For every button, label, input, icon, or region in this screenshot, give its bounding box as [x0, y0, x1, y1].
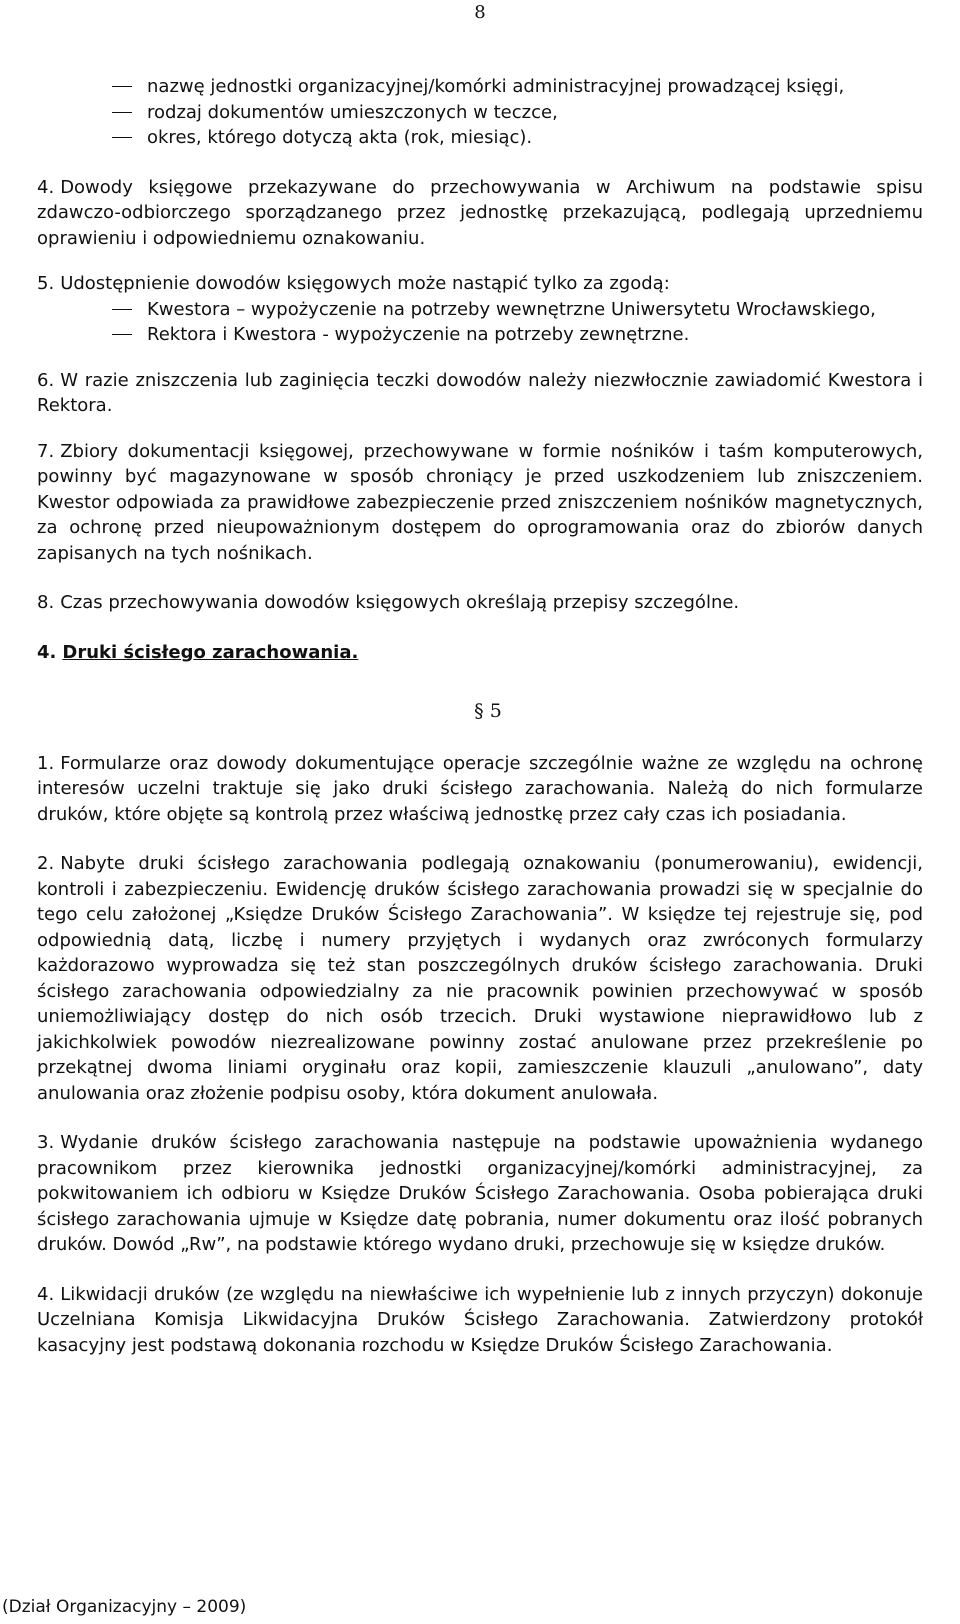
dash-bullet	[112, 334, 132, 335]
section-paragraph-4	[37, 1282, 923, 1359]
list-item	[37, 100, 923, 126]
paragraph-text: Czas przechowywania dowodów księgowych określają przepisy szczególne.	[60, 592, 740, 613]
paragraph-number: 2.	[37, 853, 55, 874]
paragraph-text: Wydanie druków ścisłego zarachowania następuje na podstawie upoważnienia wydanego pracownikom przez kierownika jednostki organizacyjnej/komórki administracyjnej, za pokwitowaniem ich odbioru w Księdze Druków Ścisłego Zarachowania. Osoba pobierająca druki ścisłego zarachowania ujmuje w Księdze datę pobrania, numer dokumentu oraz ilość pobranych druków. Dowód „Rw”, na podstawie którego wydano druki, przechowuje się w księdze druków.	[37, 1132, 923, 1255]
paragraph-text: Zbiory dokumentacji księgowej, przechowywane w formie nośników i taśm komputerowych, powinny być magazynowane w sposób chroniący je przed uszkodzeniem lub zniszczeniem. Kwestor odpowiada za prawidłowe zabezpieczenie przed zniszczeniem nośników magnetycznych, za ochronę przed nieupoważnionym dostępem do oprogramowania oraz do zbiorów danych zapisanych na tych nośnikach.	[37, 440, 923, 564]
paragraph-5-sublist	[37, 297, 923, 348]
paragraph-text: W razie zniszczenia lub zaginięcia teczki dowodów należy niezwłocznie zawiadomić Kwestora i Rektora.	[37, 369, 923, 416]
paragraph-text: Udostępnienie dowodów księgowych może nastąpić tylko za zgodą:	[60, 273, 670, 294]
list-item	[37, 74, 923, 100]
paragraph-number: 8.	[37, 592, 55, 613]
paragraph-text: Nabyte druki ścisłego zarachowania podlegają oznakowaniu (ponumerowaniu), ewidencji, kontroli i zabezpieczeniu. Ewidencję druków ścisłego zarachowania prowadzi się w specjalnie do tego celu założonej „Księdze Druków Ścisłego Zarachowania”. W księdze tej rejestruje się, pod odpowiednią datą, liczbę i numery przyjętych i wydanych oraz zwróconych formularzy każdorazowo wyprowadza się też stan poszczególnych druków ścisłego zarachowania. Druki ścisłego zarachowania odpowiedzialny za nie pracownik powinien przechowywać w sposób uniemożliwiający dostęp do nich osób trzecich. Druki wystawione nieprawidłowo lub z jakichkolwiek powodów niezrealizowane powinny zostać anulowane przez przekreślenie po przekątnej dwoma liniami oryginału oraz kopii, zamieszczenie klauzuli „anulowano”, daty anulowania oraz złożenie podpisu osoby, która dokument anulowała.	[37, 853, 923, 1104]
section-number: 4.	[37, 641, 57, 663]
section-paragraph-2	[37, 851, 923, 1106]
page-footer: (Dział Organizacyjny – 2009)	[2, 1597, 247, 1617]
page-number: 8	[474, 2, 486, 23]
paragraph-8	[37, 590, 923, 616]
section-paragraph-3	[37, 1130, 923, 1258]
paragraph-number: 4.	[37, 176, 55, 198]
paragraph-number: 3.	[37, 1132, 55, 1153]
paragraph-4	[37, 175, 923, 252]
list-item-text: rodzaj dokumentów umieszczonych w teczce,	[147, 101, 558, 123]
list-item	[37, 322, 923, 348]
list-item	[37, 125, 923, 151]
dash-bullet	[112, 137, 132, 138]
paragraph-text: Dowody księgowe przekazywane do przechowywania w Archiwum na podstawie spisu zdawczo-odbiorczego sporządzanego przez jednostkę przekazującą, podlegają uprzedniemu oprawieniu i odpowiedniemu oznakowaniu.	[37, 176, 923, 249]
paragraph-number: 6.	[37, 369, 55, 391]
dash-bullet	[112, 112, 132, 113]
paragraph-sign: § 5	[474, 700, 502, 722]
section-paragraph-1	[37, 751, 923, 828]
paragraph-number: 1.	[37, 752, 55, 774]
section-title: Druki ścisłego zarachowania.	[62, 641, 359, 663]
list-item-text: nazwę jednostki organizacyjnej/komórki administracyjnej prowadzącej księgi,	[147, 76, 845, 97]
list-item-text: Kwestora – wypożyczenie na potrzeby wewnętrzne Uniwersytetu Wrocławskiego,	[147, 298, 876, 320]
list-item-text: okres, którego dotyczą akta (rok, miesiąc).	[147, 127, 533, 148]
section-heading	[37, 640, 923, 666]
paragraph-number: 7.	[37, 440, 55, 462]
list-item-text: Rektora i Kwestora - wypożyczenie na potrzeby zewnętrzne.	[147, 324, 690, 345]
top-dash-list	[37, 74, 923, 151]
paragraph-6	[37, 368, 923, 419]
paragraph-5	[37, 271, 923, 297]
document-body	[37, 74, 923, 1358]
paragraph-number: 5.	[37, 273, 55, 294]
paragraph-7	[37, 439, 923, 567]
paragraph-text: Likwidacji druków (ze względu na niewłaściwe ich wypełnienie lub z innych przyczyn) dokonuje Uczelniana Komisja Likwidacyjna Druków Ścisłego Zarachowania. Zatwierdzony protokół kasacyjny jest podstawą dokonania rozchodu w Księdze Druków Ścisłego Zarachowania.	[37, 1283, 923, 1356]
dash-bullet	[112, 309, 132, 310]
paragraph-number: 4.	[37, 1283, 55, 1305]
paragraph-text: Formularze oraz dowody dokumentujące operacje szczególnie ważne ze względu na ochronę interesów uczelni traktuje się jako druki ścisłego zarachowania. Należą do nich formularze druków, które objęte są kontrolą przez właściwą jednostkę przez cały czas ich posiadania.	[37, 752, 923, 825]
list-item	[37, 297, 923, 323]
dash-bullet	[112, 86, 132, 87]
